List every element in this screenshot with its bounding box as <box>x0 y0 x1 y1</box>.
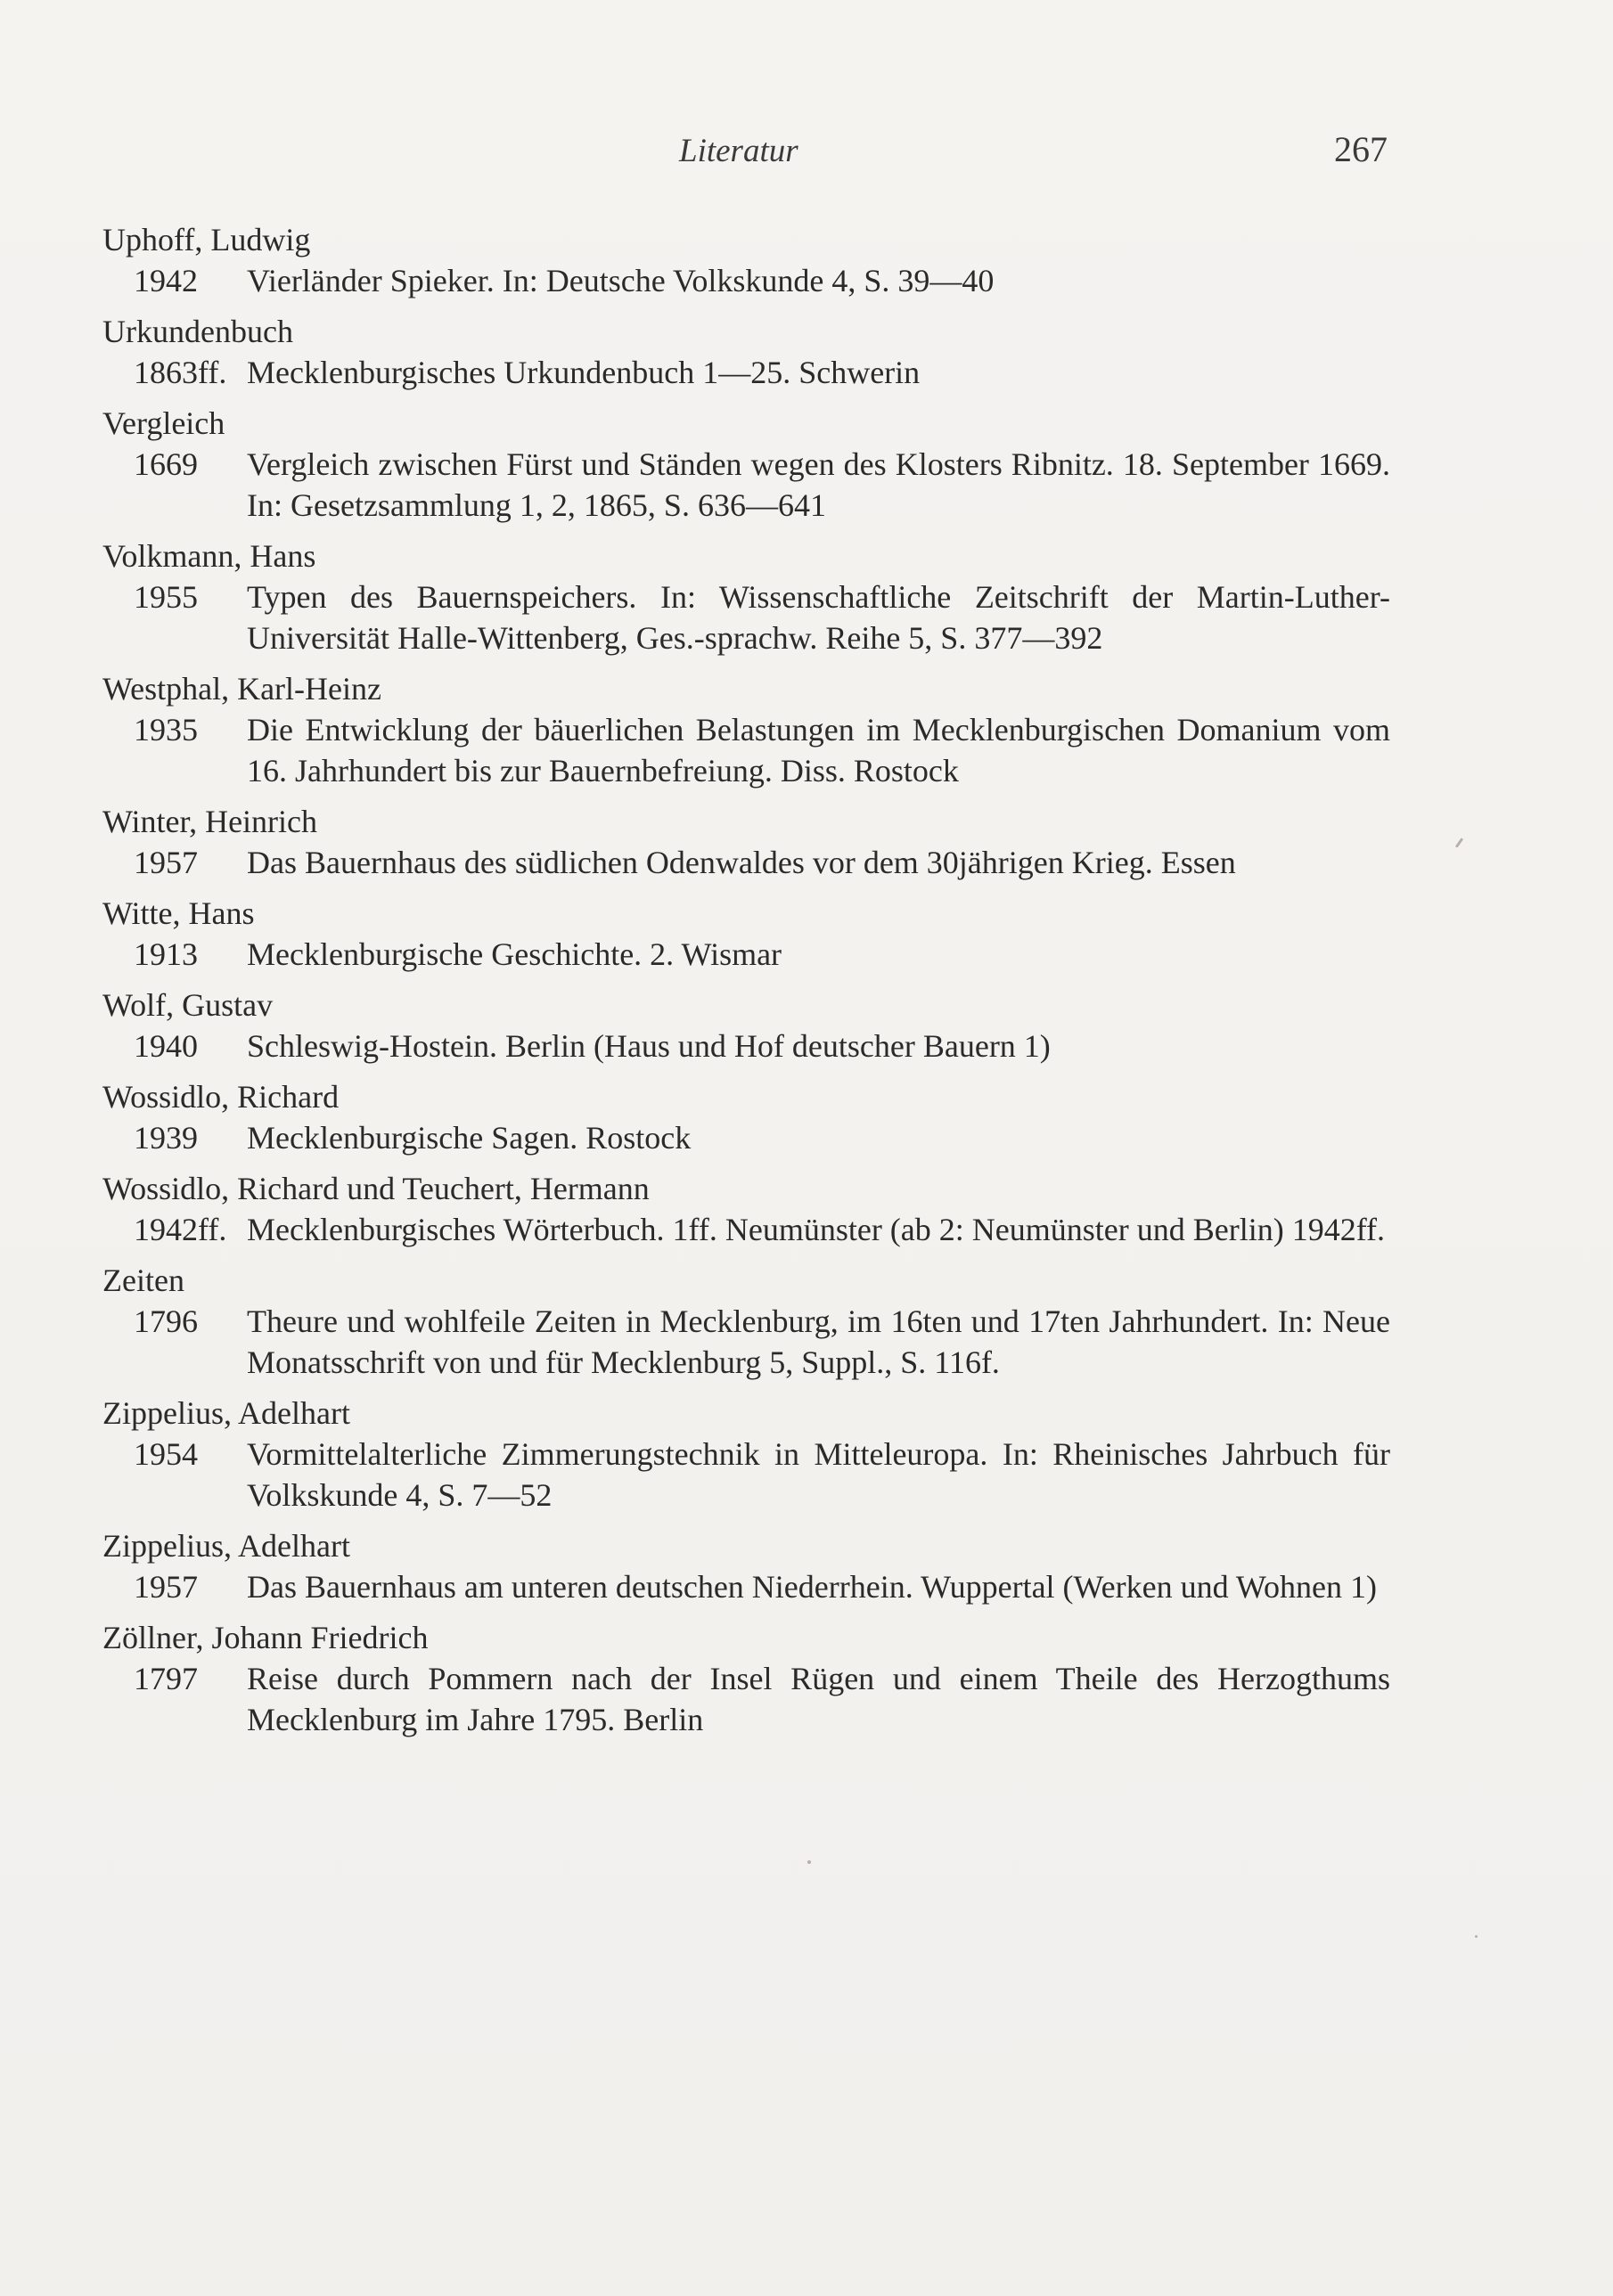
entry-work <box>134 1658 1390 1740</box>
bibliography-entry <box>102 1525 1390 1607</box>
entry-title: Reise durch Pommern nach der Insel Rügen und einem Theile des Herzogthums Mecklenburg im Jahre 1795. Berlin <box>247 1661 1390 1737</box>
entry-author: Wossidlo, Richard und Teuchert, Hermann <box>102 1171 650 1206</box>
bibliography-entry <box>102 1617 1390 1740</box>
entry-work <box>134 1209 1390 1250</box>
entry-work <box>134 1025 1390 1066</box>
entry-year: 1942 <box>134 263 198 298</box>
entry-title: Typen des Bauernspeichers. In: Wissenschaftliche Zeitschrift der Martin-Luther-Universität Halle-Wittenberg, Ges.-sprachw. Reihe 5, S. 377—392 <box>247 579 1390 656</box>
entry-author: Westphal, Karl-Heinz <box>102 671 381 707</box>
entry-title: Das Bauernhaus am unteren deutschen Niederrhein. Wuppertal (Werken und Wohnen 1) <box>247 1569 1377 1605</box>
entry-work <box>134 934 1390 975</box>
paper-speck <box>1475 1935 1478 1938</box>
running-head <box>0 129 1613 185</box>
paper-speck <box>1455 838 1463 848</box>
entry-year: 1939 <box>134 1120 198 1156</box>
entry-author: Uphoff, Ludwig <box>102 222 311 257</box>
entry-title: Die Entwicklung der bäuerlichen Belastungen im Mecklenburgischen Domanium vom 16. Jahrhundert bis zur Bauernbefreiung. Diss. Rostock <box>247 712 1390 788</box>
entry-year: 1940 <box>134 1028 198 1064</box>
entry-title: Schleswig-Hostein. Berlin (Haus und Hof deutscher Bauern 1) <box>247 1028 1051 1064</box>
entry-title: Mecklenburgische Sagen. Rostock <box>247 1120 692 1156</box>
entry-year: 1955 <box>134 579 198 615</box>
entry-year: 1954 <box>134 1436 198 1472</box>
bibliography-entry <box>102 1260 1390 1383</box>
paper-speck <box>807 1860 811 1864</box>
entry-work <box>134 352 1390 393</box>
bibliography-entry <box>102 801 1390 883</box>
bibliography-entry <box>102 1393 1390 1516</box>
entry-title: Vierländer Spieker. In: Deutsche Volkskunde 4, S. 39—40 <box>247 263 995 298</box>
entry-work <box>134 1301 1390 1383</box>
entry-author: Zeiten <box>102 1262 184 1298</box>
bibliography-entry <box>102 1076 1390 1158</box>
entry-author: Zöllner, Johann Friedrich <box>102 1620 429 1655</box>
entry-title: Theure und wohlfeile Zeiten in Mecklenburg, im 16ten und 17ten Jahrhundert. In: Neue Monatsschrift von und für Mecklenburg 5, Suppl., S. 116f. <box>247 1303 1390 1380</box>
entry-author: Zippelius, Adelhart <box>102 1395 350 1431</box>
entry-work <box>134 1434 1390 1516</box>
bibliography-entry <box>102 403 1390 526</box>
entry-title: Vormittelalterliche Zimmerungstechnik in Mitteleuropa. In: Rheinisches Jahrbuch für Volkskunde 4, S. 7—52 <box>247 1436 1390 1513</box>
entry-title: Vergleich zwischen Fürst und Ständen wegen des Klosters Ribnitz. 18. September 1669. In: Gesetzsammlung 1, 2, 1865, S. 636—641 <box>247 446 1390 523</box>
entry-author: Winter, Heinrich <box>102 804 318 839</box>
entry-title: Mecklenburgische Geschichte. 2. Wismar <box>247 936 782 972</box>
entry-work <box>134 1117 1390 1158</box>
bibliography-entry <box>102 668 1390 791</box>
bibliography-entry <box>102 535 1390 658</box>
entry-title: Mecklenburgisches Wörterbuch. 1ff. Neumünster (ab 2: Neumünster und Berlin) 1942ff. <box>247 1212 1386 1247</box>
entry-work <box>134 1566 1390 1607</box>
entry-work <box>134 444 1390 526</box>
entry-title: Das Bauernhaus des südlichen Odenwaldes vor dem 30jährigen Krieg. Essen <box>247 845 1236 880</box>
bibliography-entry <box>102 1168 1390 1250</box>
entry-author: Zippelius, Adelhart <box>102 1528 350 1564</box>
entry-year: 1796 <box>134 1303 198 1339</box>
entry-author: Wolf, Gustav <box>102 987 274 1023</box>
entry-year: 1797 <box>134 1661 198 1696</box>
bibliography-entry <box>102 219 1390 301</box>
entry-title: Mecklenburgisches Urkundenbuch 1—25. Schwerin <box>247 355 921 390</box>
bibliography-entry <box>102 985 1390 1066</box>
entry-year: 1957 <box>134 845 198 880</box>
entry-author: Vergleich <box>102 405 225 441</box>
entry-year: 1913 <box>134 936 198 972</box>
entry-work <box>134 709 1390 791</box>
page-number: 267 <box>1334 129 1388 169</box>
entry-work <box>134 842 1390 883</box>
entry-author: Volkmann, Hans <box>102 538 316 574</box>
entry-work <box>134 260 1390 301</box>
entry-year: 1669 <box>134 446 198 482</box>
entry-year: 1935 <box>134 712 198 748</box>
running-title: Literatur <box>679 133 798 169</box>
bibliography-entry <box>102 893 1390 975</box>
entry-work <box>134 576 1390 658</box>
bibliography-entry <box>102 311 1390 393</box>
entry-author: Witte, Hans <box>102 895 255 931</box>
entry-author: Wossidlo, Richard <box>102 1079 340 1115</box>
bibliography-list <box>102 219 1390 1750</box>
entry-year: 1863ff. <box>134 355 227 390</box>
entry-year: 1957 <box>134 1569 198 1605</box>
entry-year: 1942ff. <box>134 1212 227 1247</box>
entry-author: Urkundenbuch <box>102 314 293 349</box>
